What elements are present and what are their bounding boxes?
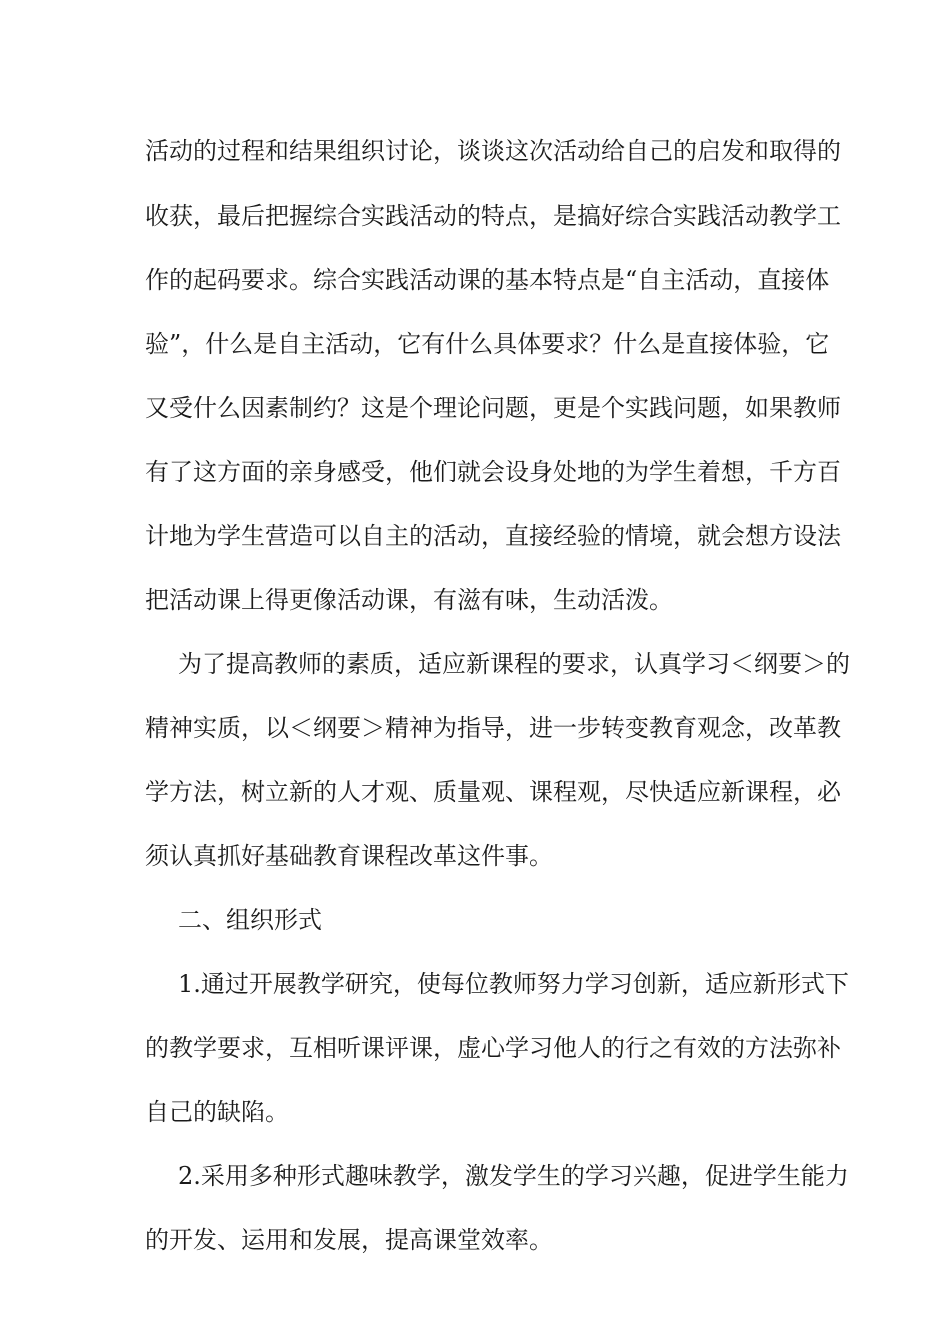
text-line-3: 作的起码要求。综合实践活动课的基本特点是“自主活动，直接体: [145, 266, 830, 294]
text-line-17: 2.采用多种形式趣味教学，激发学生的学习兴趣，促进学生能力: [178, 1162, 849, 1190]
text-line-11: 学方法，树立新的人才观、质量观、课程观，尽快适应新课程，必: [145, 778, 841, 806]
text-line-8: 把活动课上得更像活动课，有滋有味，生动活泼。: [145, 586, 673, 614]
text-line-2: 收获，最后把握综合实践活动的特点，是搞好综合实践活动教学工: [145, 202, 841, 230]
text-line-5: 又受什么因素制约？这是个理论问题，更是个实践问题，如果教师: [145, 394, 841, 422]
text-line-16: 自己的缺陷。: [145, 1098, 289, 1126]
text-line-18: 的开发、运用和发展，提高课堂效率。: [145, 1226, 553, 1254]
section-heading: 二、组织形式: [178, 906, 322, 934]
text-line-7: 计地为学生营造可以自主的活动，直接经验的情境，就会想方设法: [145, 522, 841, 550]
text-line-10: 精神实质，以＜纲要＞精神为指导，进一步转变教育观念，改革教: [145, 714, 841, 742]
text-line-9: 为了提高教师的素质，适应新课程的要求，认真学习＜纲要＞的: [178, 650, 850, 678]
text-line-6: 有了这方面的亲身感受，他们就会设身处地的为学生着想，千方百: [145, 458, 841, 486]
text-line-15: 的教学要求，互相听课评课，虚心学习他人的行之有效的方法弥补: [145, 1034, 841, 1062]
text-line-12: 须认真抓好基础教育课程改革这件事。: [145, 842, 553, 870]
text-line-14: 1.通过开展教学研究，使每位教师努力学习创新，适应新形式下: [178, 970, 849, 998]
text-line-4: 验”，什么是自主活动，它有什么具体要求？什么是直接体验，它: [145, 330, 830, 358]
text-line-1: 活动的过程和结果组织讨论，谈谈这次活动给自己的启发和取得的: [145, 137, 841, 165]
